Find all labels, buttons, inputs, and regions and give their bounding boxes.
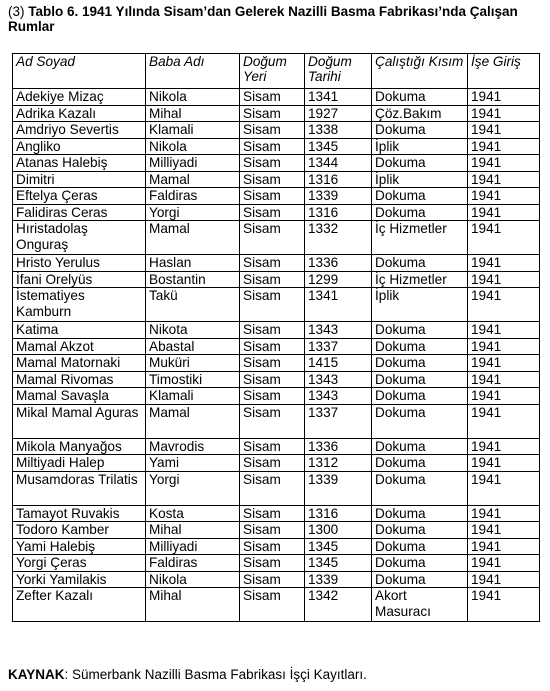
table-row xyxy=(13,155,540,172)
cell-father-name: Takü xyxy=(146,288,240,322)
cell-name: Tamayot Ruvakis xyxy=(13,505,146,522)
cell-father-name: Haslan xyxy=(146,255,240,272)
cell-birth-date: 1316 xyxy=(305,505,372,522)
table-row xyxy=(13,471,540,505)
cell-father-name: Nikota xyxy=(146,322,240,339)
cell-start-year: 1941 xyxy=(468,171,540,188)
cell-birth-date: 1343 xyxy=(305,322,372,339)
cell-birth-date: 1341 xyxy=(305,288,372,322)
cell-birthplace: Sisam xyxy=(240,138,305,155)
cell-name: Atanas Halebiş xyxy=(13,155,146,172)
table-row xyxy=(13,255,540,272)
cell-name: Zefter Kazalı xyxy=(13,588,146,622)
cell-birth-date: 1345 xyxy=(305,138,372,155)
table-row xyxy=(13,571,540,588)
cell-name: Mamal Matornaki xyxy=(13,355,146,372)
cell-department: İç Hizmetler xyxy=(372,221,468,255)
cell-department: Dokuma xyxy=(372,188,468,205)
source-label: KAYNAK xyxy=(8,667,65,682)
cell-father-name: Nikola xyxy=(146,89,240,106)
cell-birthplace: Sisam xyxy=(240,204,305,221)
cell-father-name: Klamali xyxy=(146,122,240,139)
cell-birthplace: Sisam xyxy=(240,371,305,388)
cell-father-name: Mihal xyxy=(146,522,240,539)
cell-birth-date: 1345 xyxy=(305,538,372,555)
cell-birthplace: Sisam xyxy=(240,505,305,522)
cell-birthplace: Sisam xyxy=(240,288,305,322)
header-row xyxy=(13,54,540,89)
cell-start-year: 1941 xyxy=(468,505,540,522)
cell-father-name: Milliyadi xyxy=(146,155,240,172)
table-row xyxy=(13,555,540,572)
cell-department: İplik xyxy=(372,138,468,155)
cell-department: Dokuma xyxy=(372,355,468,372)
cell-birthplace: Sisam xyxy=(240,538,305,555)
table-row xyxy=(13,105,540,122)
cell-start-year: 1941 xyxy=(468,89,540,106)
cell-father-name: Mamal xyxy=(146,171,240,188)
table-row xyxy=(13,188,540,205)
header-department: Çalıştığı Kısım xyxy=(372,54,468,89)
cell-father-name: Klamali xyxy=(146,388,240,405)
header-birthplace: Doğum Yeri xyxy=(240,54,305,89)
cell-department: Dokuma xyxy=(372,89,468,106)
cell-name: Katima xyxy=(13,322,146,339)
cell-father-name: Kosta xyxy=(146,505,240,522)
cell-father-name: Faldiras xyxy=(146,188,240,205)
cell-department: Dokuma xyxy=(372,505,468,522)
cell-name: Adekiye Mizaç xyxy=(13,89,146,106)
cell-name: Hristo Yerulus xyxy=(13,255,146,272)
cell-department: Dokuma xyxy=(372,338,468,355)
header-birth-date: Doğum Tarihi xyxy=(305,54,372,89)
cell-father-name: Mavrodis xyxy=(146,438,240,455)
cell-birthplace: Sisam xyxy=(240,271,305,288)
cell-department: Dokuma xyxy=(372,404,468,438)
cell-birth-date: 1342 xyxy=(305,588,372,622)
table-row xyxy=(13,455,540,472)
cell-birth-date: 1339 xyxy=(305,188,372,205)
cell-name: Eftelya Çeras xyxy=(13,188,146,205)
cell-birthplace: Sisam xyxy=(240,188,305,205)
cell-start-year: 1941 xyxy=(468,105,540,122)
table-row xyxy=(13,588,540,622)
workers-table xyxy=(12,53,540,622)
cell-start-year: 1941 xyxy=(468,188,540,205)
cell-birth-date: 1316 xyxy=(305,204,372,221)
cell-birth-date: 1338 xyxy=(305,122,372,139)
cell-department: Dokuma xyxy=(372,438,468,455)
cell-birth-date: 1415 xyxy=(305,355,372,372)
table-row xyxy=(13,371,540,388)
cell-department: İplik xyxy=(372,171,468,188)
cell-birthplace: Sisam xyxy=(240,255,305,272)
table-row xyxy=(13,271,540,288)
cell-father-name: Muküri xyxy=(146,355,240,372)
cell-start-year: 1941 xyxy=(468,122,540,139)
cell-father-name: Yorgi xyxy=(146,471,240,505)
cell-birthplace: Sisam xyxy=(240,571,305,588)
cell-birthplace: Sisam xyxy=(240,122,305,139)
cell-name: Yorki Yamilakis xyxy=(13,571,146,588)
cell-department: Dokuma xyxy=(372,322,468,339)
cell-department: Dokuma xyxy=(372,555,468,572)
cell-department: Dokuma xyxy=(372,204,468,221)
cell-start-year: 1941 xyxy=(468,288,540,322)
cell-birth-date: 1300 xyxy=(305,522,372,539)
table-row xyxy=(13,404,540,438)
cell-father-name: Yorgi xyxy=(146,204,240,221)
cell-birth-date: 1341 xyxy=(305,89,372,106)
cell-birthplace: Sisam xyxy=(240,438,305,455)
table-row xyxy=(13,122,540,139)
cell-father-name: Nikola xyxy=(146,571,240,588)
cell-name: Musamdoras Trilatis xyxy=(13,471,146,505)
table-title xyxy=(8,4,544,34)
cell-father-name: Abastal xyxy=(146,338,240,355)
cell-start-year: 1941 xyxy=(468,438,540,455)
cell-department: Dokuma xyxy=(372,522,468,539)
cell-department: Dokuma xyxy=(372,471,468,505)
header-start-year: İşe Giriş xyxy=(468,54,540,89)
cell-start-year: 1941 xyxy=(468,322,540,339)
cell-name: Mamal Akzot xyxy=(13,338,146,355)
cell-birthplace: Sisam xyxy=(240,171,305,188)
cell-name: Adrika Kazalı xyxy=(13,105,146,122)
cell-birth-date: 1343 xyxy=(305,371,372,388)
cell-name: Todoro Kamber xyxy=(13,522,146,539)
cell-start-year: 1941 xyxy=(468,338,540,355)
cell-birth-date: 1339 xyxy=(305,571,372,588)
cell-department: Dokuma xyxy=(372,155,468,172)
cell-department: Çöz.Bakım xyxy=(372,105,468,122)
cell-start-year: 1941 xyxy=(468,571,540,588)
cell-father-name: Nikola xyxy=(146,138,240,155)
cell-birthplace: Sisam xyxy=(240,404,305,438)
table-row xyxy=(13,388,540,405)
cell-department: Dokuma xyxy=(372,122,468,139)
cell-name: Yorgi Çeras xyxy=(13,555,146,572)
cell-start-year: 1941 xyxy=(468,355,540,372)
cell-name: Hıristadolaş Onguraş xyxy=(13,221,146,255)
title-text: Tablo 6. 1941 Yılında Sisam’dan Gelerek Nazilli Basma Fabrikası’nda Çalışan Rumlar xyxy=(8,4,518,34)
source-text: : Sümerbank Nazilli Basma Fabrikası İşçi Kayıtları. xyxy=(64,667,367,682)
table-row xyxy=(13,288,540,322)
table-row xyxy=(13,171,540,188)
cell-father-name: Mamal xyxy=(146,221,240,255)
cell-birth-date: 1299 xyxy=(305,271,372,288)
cell-birth-date: 1339 xyxy=(305,471,372,505)
cell-birth-date: 1336 xyxy=(305,255,372,272)
cell-start-year: 1941 xyxy=(468,555,540,572)
cell-father-name: Faldiras xyxy=(146,555,240,572)
cell-name: Falidiras Ceras xyxy=(13,204,146,221)
cell-father-name: Mihal xyxy=(146,105,240,122)
header-name: Ad Soyad xyxy=(13,54,146,89)
table-row xyxy=(13,505,540,522)
cell-start-year: 1941 xyxy=(468,471,540,505)
cell-department: Akort Masuracı xyxy=(372,588,468,622)
cell-department: Dokuma xyxy=(372,388,468,405)
cell-father-name: Mihal xyxy=(146,588,240,622)
table-row xyxy=(13,138,540,155)
cell-start-year: 1941 xyxy=(468,455,540,472)
cell-start-year: 1941 xyxy=(468,538,540,555)
cell-start-year: 1941 xyxy=(468,255,540,272)
cell-department: Dokuma xyxy=(372,538,468,555)
cell-department: İç Hizmetler xyxy=(372,271,468,288)
cell-birthplace: Sisam xyxy=(240,89,305,106)
cell-father-name: Mamal xyxy=(146,404,240,438)
table-row xyxy=(13,338,540,355)
cell-name: Yami Halebiş xyxy=(13,538,146,555)
cell-name: İfani Orelyüs xyxy=(13,271,146,288)
cell-birth-date: 1337 xyxy=(305,404,372,438)
cell-name: Dimitri xyxy=(13,171,146,188)
cell-department: Dokuma xyxy=(372,255,468,272)
cell-birthplace: Sisam xyxy=(240,338,305,355)
cell-start-year: 1941 xyxy=(468,271,540,288)
cell-father-name: Bostantin xyxy=(146,271,240,288)
cell-department: İplik xyxy=(372,288,468,322)
cell-start-year: 1941 xyxy=(468,221,540,255)
cell-birthplace: Sisam xyxy=(240,221,305,255)
cell-start-year: 1941 xyxy=(468,371,540,388)
cell-birth-date: 1337 xyxy=(305,338,372,355)
cell-start-year: 1941 xyxy=(468,204,540,221)
cell-birth-date: 1927 xyxy=(305,105,372,122)
cell-father-name: Milliyadi xyxy=(146,538,240,555)
table-row xyxy=(13,322,540,339)
cell-birth-date: 1336 xyxy=(305,438,372,455)
header-father-name: Baba Adı xyxy=(146,54,240,89)
table-row xyxy=(13,221,540,255)
cell-father-name: Yami xyxy=(146,455,240,472)
table-body xyxy=(13,89,540,622)
cell-birthplace: Sisam xyxy=(240,322,305,339)
cell-department: Dokuma xyxy=(372,371,468,388)
cell-birthplace: Sisam xyxy=(240,455,305,472)
cell-name: Amdriyo Severtis xyxy=(13,122,146,139)
cell-name: Mamal Rivomas xyxy=(13,371,146,388)
cell-start-year: 1941 xyxy=(468,138,540,155)
cell-name: Angliko xyxy=(13,138,146,155)
cell-birthplace: Sisam xyxy=(240,522,305,539)
cell-birth-date: 1344 xyxy=(305,155,372,172)
cell-birthplace: Sisam xyxy=(240,105,305,122)
cell-start-year: 1941 xyxy=(468,155,540,172)
source-note xyxy=(8,667,367,682)
table-row xyxy=(13,204,540,221)
cell-name: Miltiyadi Halep xyxy=(13,455,146,472)
cell-department: Dokuma xyxy=(372,455,468,472)
cell-start-year: 1941 xyxy=(468,388,540,405)
cell-birthplace: Sisam xyxy=(240,555,305,572)
table-row xyxy=(13,355,540,372)
table-row xyxy=(13,89,540,106)
cell-father-name: Timostiki xyxy=(146,371,240,388)
cell-birthplace: Sisam xyxy=(240,588,305,622)
title-number: (3) xyxy=(8,4,25,19)
cell-start-year: 1941 xyxy=(468,404,540,438)
cell-name: Mamal Savaşla xyxy=(13,388,146,405)
cell-birth-date: 1316 xyxy=(305,171,372,188)
cell-birthplace: Sisam xyxy=(240,355,305,372)
table-row xyxy=(13,438,540,455)
cell-birthplace: Sisam xyxy=(240,388,305,405)
cell-birthplace: Sisam xyxy=(240,471,305,505)
cell-birth-date: 1345 xyxy=(305,555,372,572)
cell-start-year: 1941 xyxy=(468,588,540,622)
cell-birth-date: 1312 xyxy=(305,455,372,472)
cell-department: Dokuma xyxy=(372,571,468,588)
cell-name: Mikal Mamal Aguras xyxy=(13,404,146,438)
table-row xyxy=(13,522,540,539)
cell-name: İstematiyes Kamburn xyxy=(13,288,146,322)
cell-birth-date: 1332 xyxy=(305,221,372,255)
cell-birthplace: Sisam xyxy=(240,155,305,172)
cell-start-year: 1941 xyxy=(468,522,540,539)
cell-birth-date: 1343 xyxy=(305,388,372,405)
table-row xyxy=(13,538,540,555)
cell-name: Mikola Manyağos xyxy=(13,438,146,455)
